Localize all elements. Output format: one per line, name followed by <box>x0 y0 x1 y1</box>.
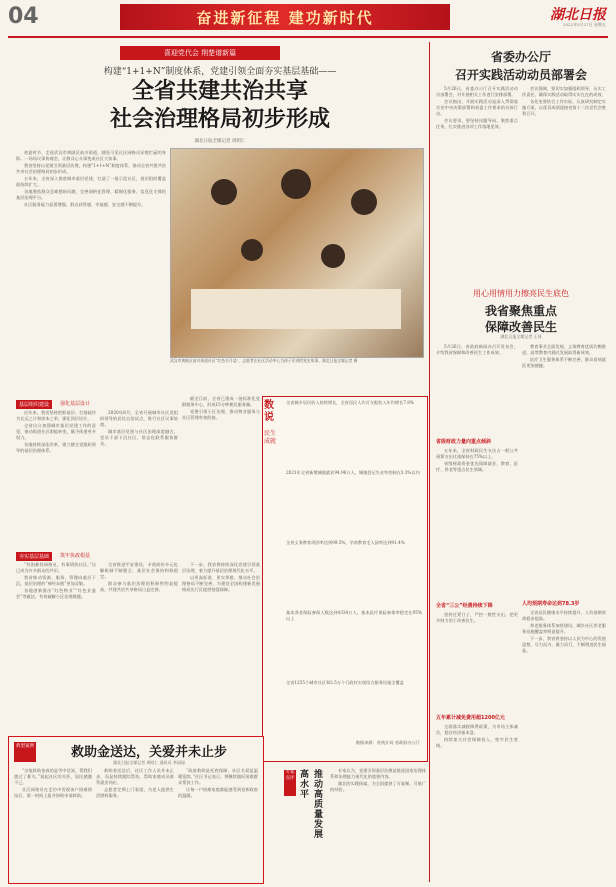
top-rule <box>8 36 608 38</box>
masthead-date: 2022年5月27日 星期五 <box>562 22 606 27</box>
right-story2-byline: 湖北日报全媒记者 王琦 <box>500 334 542 339</box>
right-story5-body: 全省居民健康水平持续提升，人均预期寿命稳步提高。 养老服务体系加快建设，城乡社区养老服务设施覆盖率明显提升。 下一步，我省将坚持以人民为中心的发展思想，尽力而为、量力而行，不断增进民生福祉。 <box>522 610 606 653</box>
lead-body-col6: 全省推进平安建设，矛盾纠纷多元化解机制不断健全，基层社会保持和谐稳定。 群众参与基层治理的积极性明显提高，共建共治共享格局日益完善。 <box>100 562 178 592</box>
bottom-story-headline: 救助金送达，关爱并未止步 <box>70 745 227 760</box>
lead-body-col4: 截至目前，全省已建成一批标准化党群服务中心，形成15分钟便民服务圈。 党建引领小区治理，推动物业服务与社区管理有效衔接。 <box>182 396 260 420</box>
right-story2-head1: 我省聚焦重点 <box>484 304 557 318</box>
page-number: 04 <box>8 4 39 29</box>
right-story1-body-b: 会议强调，要切实加强组织领导，压实工作责任，确保实践活动取得实实在在的成效。 各处室要结合工作实际，认真研究制定实施方案，以优异成绩迎接省第十二次党代会胜利召开。 <box>522 86 606 116</box>
right-column-rule <box>429 42 430 882</box>
numbers-item-2: 2021年全省新增城镇就业94.96万人，城镇登记失业率控制在3.3%以内 <box>286 470 420 475</box>
numbers-item-4: 基本养老保险参保人数达到4334万人，基本医疗保险参保率稳定在95%以上 <box>286 610 422 621</box>
vertical-story-tag: 专家点评 <box>284 770 296 796</box>
right-story1-head2: 召开实践活动动员部署会 <box>454 68 587 82</box>
right-story6-head: 五年累计减免费用超1200亿元 <box>436 715 505 721</box>
right-story3-head: 省级财政力量向重点倾斜 <box>436 439 492 445</box>
right-story2-body-b: 教育事业全面发展，义务教育优质均衡推进，高等教育内涵式发展取得新成效。 医疗卫生服务体系不断完善，群众看病就医更加便捷。 <box>522 344 606 368</box>
numbers-item-5: 全省1255个城市社区和2.5万个行政村实现综合服务设施全覆盖 <box>286 680 404 685</box>
lead-body-col3: 2020年8月，全省开展城市社区党组织领导的居民自治试点，推行社区议事协商。 城市基层党建与社区治理深度融合，党员干部下沉社区，常态化联系服务群众。 <box>100 410 178 446</box>
masthead: 湖北日报 <box>550 7 606 23</box>
right-story1-body-a: 5月26日，省委办公厅召开实践活动动员部署会，对开展相关工作进行安排部署。 会议指出，开展实践活动是深入贯彻落实党中央决策部署和省委工作要求的具体行动。 会议要求，要坚持问题导向，聚焦重点任务，扎实推进各项工作落地见效。 <box>436 86 518 129</box>
bottom-story-byline: 湖北日报全媒记者 周昭仁 通讯员 李园园 <box>113 760 185 765</box>
numbers-subtitle: 民生成就 <box>264 430 277 445</box>
special-badge: 喜迎党代会 荆楚谱新篇 <box>120 46 280 60</box>
section-sub-2: 筑牢执政根基 <box>60 553 91 559</box>
section-tag-1: 基层组织建设 <box>16 400 52 409</box>
bottom-story-body-c: “政府救助是托底保障，社区关爱是温暖延续。”社区书记表示，将继续做好困难群众帮扶工作。 让每一户困难家庭都能感受到党和政府的温暖。 <box>178 768 258 798</box>
right-story5-head: 人均预期寿命达到78.3岁 <box>522 601 580 607</box>
lead-photo <box>170 148 424 358</box>
right-story6-body: 全面落实减税降费政策，为市场主体减负，稳住经济基本盘。 持续加大社会保障投入，兜牢民生底线。 <box>436 724 518 748</box>
right-story4-head: 全省“三公”经费持续下降 <box>436 603 493 609</box>
lead-kicker: 构建“1+1+N”制度体系，党建引领全面夯实基层基础—— <box>103 67 337 77</box>
lead-body-col5: “有困难找网格员，有事情找社区。”这已成为许多群众的共识。 我省推动资源、服务、管理向基层下沉，基层治理的“神经末梢”更加灵敏。 各地创新推出“红色物业”“红色业委会”等做法，有效破解小区治理难题。 <box>16 562 96 599</box>
lead-headline <box>20 78 420 134</box>
bottom-story-tag: 典型案例 <box>14 742 36 762</box>
bottom-story-body-b: 救助金送达后，社区工作人员并未止步，而是持续跟踪帮扶，帮助家庭成员联系就业岗位。 志愿者定期上门看望，为老人提供生活照料服务。 <box>96 768 174 798</box>
vertical-story-head2: 推动高质量发展 <box>314 770 324 840</box>
slogan-text: 奋进新征程 建功新时代 <box>196 8 374 27</box>
vertical-story-head1: 高水平 <box>300 770 310 800</box>
right-story4-body: 坚持过紧日子，严控一般性支出，把更多财力用于改善民生。 <box>436 612 518 623</box>
photo-caption: 武汉市黄陂区前川街道社区“红色半月谈”，志愿者在社区活动中心为孩子们讲授党史故事。湖北日报全媒记者 摄 <box>170 358 358 363</box>
numbers-item-1: 全省城乡居民收入持续增长，全省居民人均可支配收入年均增长7.8% <box>286 400 414 405</box>
right-story2-head2: 保障改善民生 <box>484 320 557 334</box>
lead-body-col2: 近年来，我省坚持把抓基层、打基础作为长远之计和固本之举，强化顶层设计。 全省出台加强城市基层党建工作的意见，推动街道社区职能转变，赋予街道更多权力。 各地持续深化改革，建立健全党组织领导的基层治理体系。 <box>16 410 96 453</box>
lead-byline: 湖北日报全媒记者 周昭仁 <box>194 139 246 144</box>
numbers-title: 数说 <box>264 400 274 423</box>
right-story2-kicker: 用心用情用力擦亮民生底色 <box>473 289 569 298</box>
right-story1-head1: 省委办公厅 <box>490 50 551 64</box>
bottom-story-body-a: “这笔救助金真的是雪中送炭，帮我们渡过了难关。”说起社区的关怀，居民感激不已。 社区网格员在走访中发现该户困难情况后，第一时间上报并协助申请救助。 <box>14 768 92 798</box>
right-story3-body: 五年来，全省财政民生支出占一般公共预算支出比重保持在75%以上。 省级财政资金优先保障就业、教育、医疗、养老等重点民生领域。 <box>436 448 518 472</box>
lead-headline-line1: 全省共建共治共享 <box>131 79 308 104</box>
right-story2-body-a: 5月26日，省政府新闻办召开发布会，介绍我省保障和改善民生工作成效。 <box>436 344 518 355</box>
section-sub-1: 强化基层设计 <box>60 401 91 407</box>
lead-headline-line2: 社会治理格局初步形成 <box>109 107 330 132</box>
vertical-story-body: 专家认为，党建引领基层治理是推进国家治理体系和治理能力现代化的重要内容。 湖北的实践探索，为全国提供了可复制、可推广的经验。 <box>330 768 426 792</box>
numbers-source: 数据来源：省统计局 省政府办公厅 <box>355 740 420 745</box>
section-tag-2: 夯实基层基础 <box>16 552 52 561</box>
lead-body-col1: 初夏时节，走进武汉市黄陂区前川街道，随处可见社区网格员穿梭忙碌的身影。一场场议事协商会，让群众心头事变成社区大家事。 我省坚持以党建引领基层治理，构建“1+1+N”制度体系，推动全省共建共治共享社会治理格局初步形成。 五年来，全省深入推进城市基层党建，打造了一批示范社区，基层组织覆盖面持续扩大。 各地聚焦群众急难愁盼问题，完善网格化管理、精细化服务、信息化支撑的基层治理平台。 社区服务能力显著增强，群众获得感、幸福感、安全感不断提升。 <box>16 150 166 207</box>
numbers-item-3: 全省义务教育巩固率达到99.5%，学前教育毛入园率达到91.4% <box>286 540 405 545</box>
slogan-banner <box>120 4 450 30</box>
lead-body-col7: 下一步，我省将持续深化党建引领基层治理，着力提升基层治理现代化水平。 以更高标准、更实举措，推动社会治理格局不断完善，为建设全国构建新发展格局先行区提供坚强保障。 <box>182 562 260 592</box>
